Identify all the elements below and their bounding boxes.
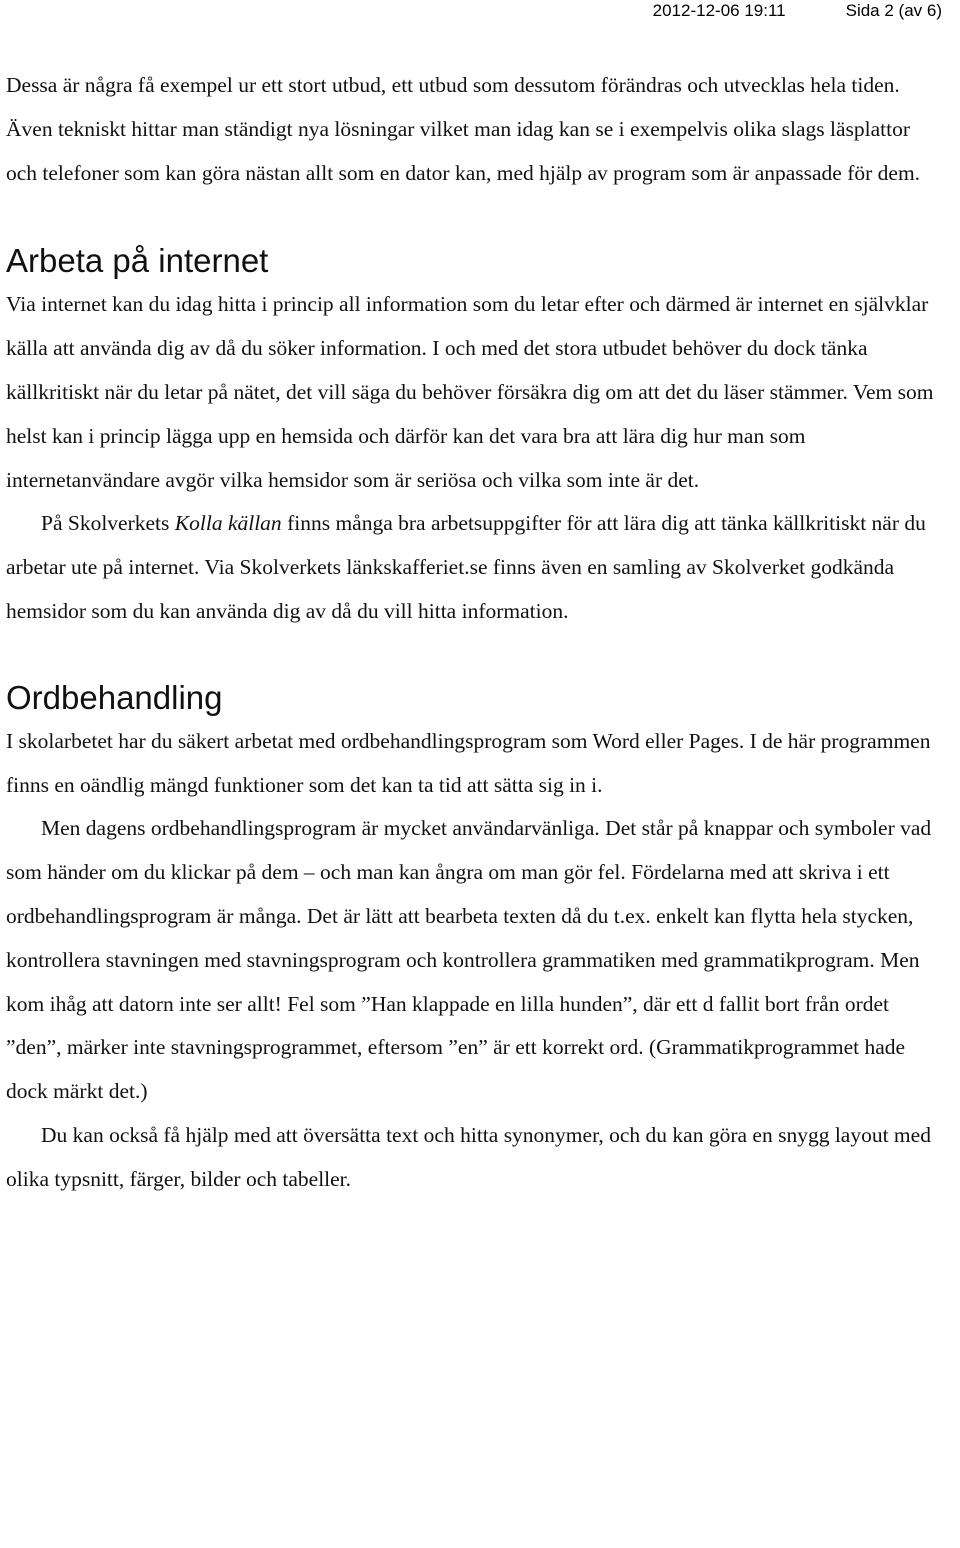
internet-paragraph-1: Via internet kan du idag hitta i princip all information som du letar efter och därmed är internet en självklar källa att använda dig av då du söker information. I och med det stora utbudet behöver du dock tänka källkritiskt när du letar på nätet, det vill säga du behöver försäkra dig om att det du läser stämmer. Vem som helst kan i princip lägga upp en hemsida och därför kan det vara bra att lära dig hur man som internetanvändare avgör vilka hemsidor som är seriösa och vilka som inte är det. <box>6 292 934 492</box>
document-body <box>6 64 946 1202</box>
header-page-number: Sida 2 (av 6) <box>845 1 942 20</box>
heading-ordbehandling: Ordbehandling <box>6 678 223 716</box>
word-paragraph-2: Men dagens ordbehandlingsprogram är mycket användarvänliga. Det står på knappar och symboler vad som händer om du klickar på dem – och man kan ångra om man gör fel. Fördelarna med att skriva i ett ordbehandlingsprogram är många. Det är lätt att bearbeta texten då du t.ex. enkelt kan flytta hela stycken, kontrollera stavningen med stavningsprogram och kontrollera grammatiken med grammatikprogram. Men kom ihåg att datorn inte ser allt! Fel som ”Han klappade en lilla hunden”, där ett d fallit bort från ordet ”den”, märker inte stavningsprogrammet, eftersom ”en” är ett korrekt ord. (Grammatikprogrammet hade dock märkt det.) <box>6 816 932 1104</box>
heading-internet: Arbeta på internet <box>6 242 269 280</box>
header-datetime: 2012-12-06 19:11 <box>652 1 786 20</box>
internet-p2-after: finns många bra arbetsuppgifter för att lära dig att tänka källkritiskt när du arbetar ute på internet. Via Skolverkets länkskafferiet.se finns även en samling av Skolverket godkända hemsidor som du kan använda dig av då du vill hitta information. <box>6 511 926 623</box>
intro-paragraph: Dessa är några få exempel ur ett stort utbud, ett utbud som dessutom förändras och utvecklas hela tiden. Även tekniskt hittar man ständigt nya lösningar vilket man idag kan se i exempelvis olika slags läsplattor och telefoner som kan göra nästan allt som en dator kan, med hjälp av program som är anpassade för dem. <box>6 73 921 185</box>
word-paragraph-1: I skolarbetet har du säkert arbetat med ordbehandlingsprogram som Word eller Pages. I de här programmen finns en oändlig mängd funktioner som det kan ta tid att sätta sig in i. <box>6 728 931 797</box>
page-header <box>593 0 942 22</box>
kolla-kallan-title: Kolla källan <box>174 511 282 536</box>
internet-p2-before: På Skolverkets <box>41 511 175 536</box>
word-paragraph-3: Du kan också få hjälp med att översätta text och hitta synonymer, och du kan göra en snygg layout med olika typsnitt, färger, bilder och tabeller. <box>6 1122 931 1191</box>
internet-paragraph-2 <box>6 502 946 633</box>
